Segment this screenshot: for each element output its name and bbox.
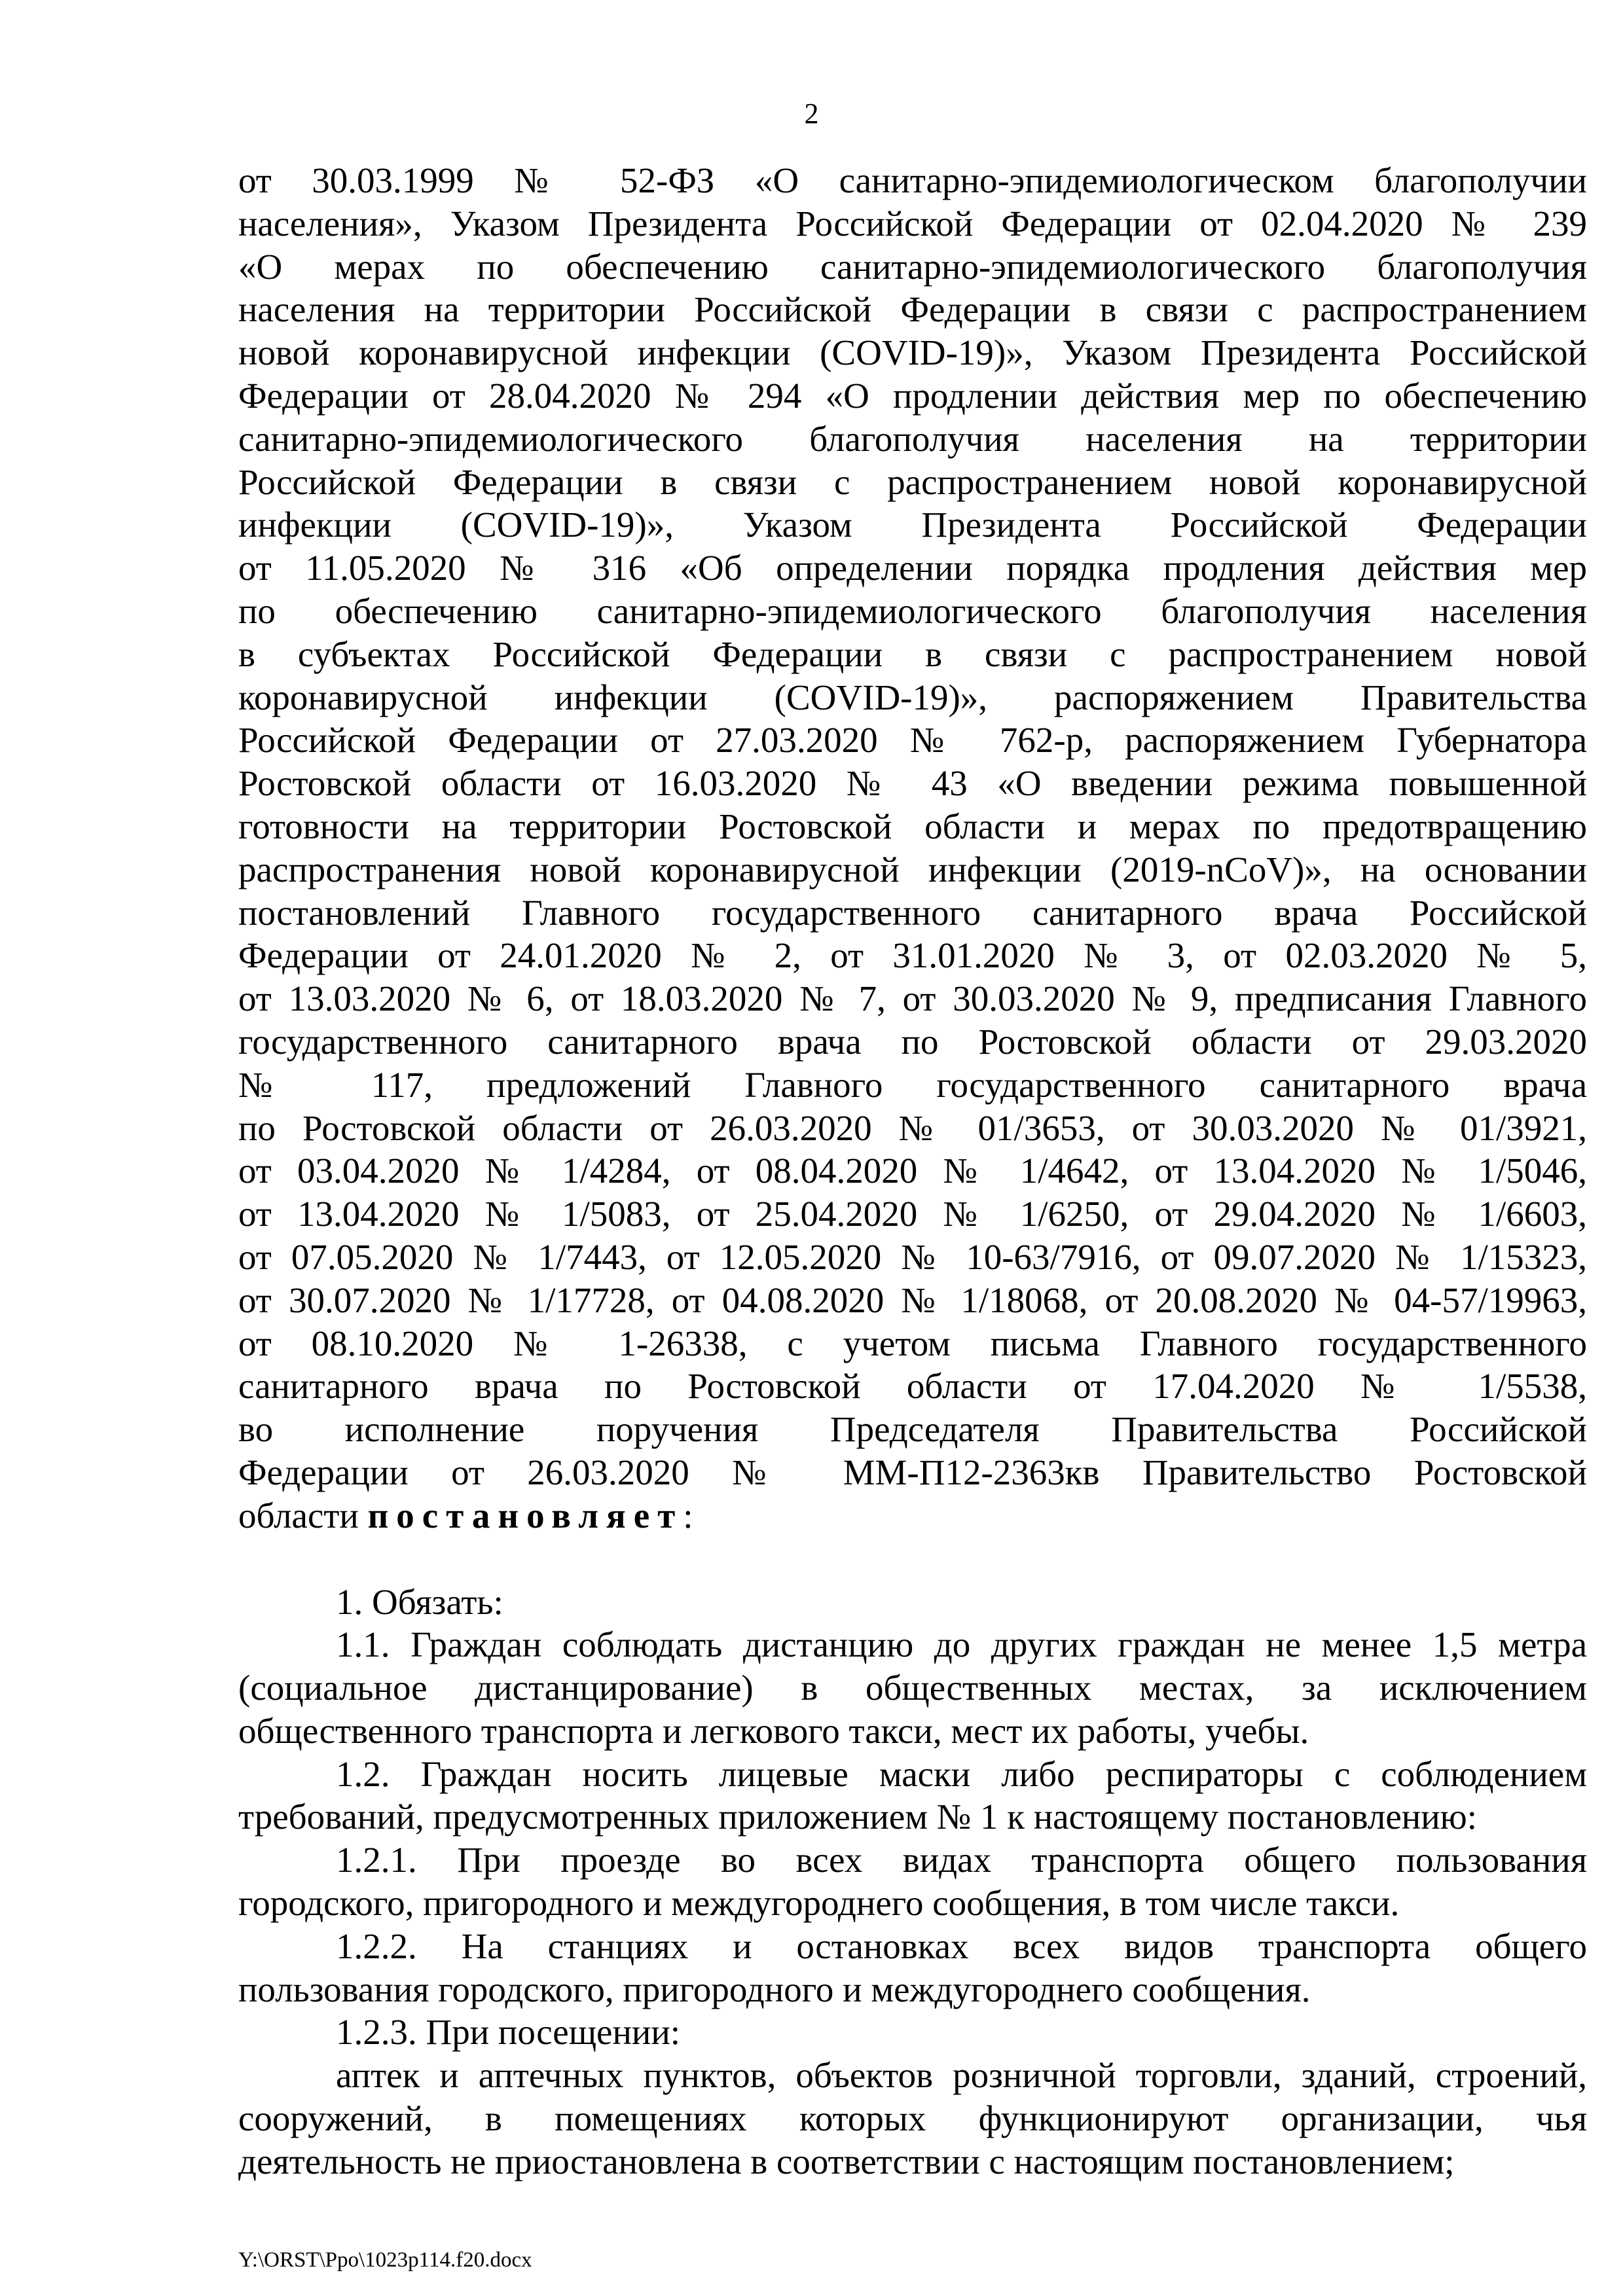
clause-line: городского, пригородного и междугороднего сообщения, в том числе такси. bbox=[238, 1883, 1400, 1924]
preamble-line: готовности на территории Ростовской области и мерах по предотвращению bbox=[238, 806, 1587, 846]
preamble-line: постановлений Главного государственного санитарного врача Российской bbox=[238, 892, 1587, 933]
clause-paragraph bbox=[238, 2011, 1587, 2054]
preamble-line: населения», Указом Президента Российской Федерации от 02.04.2020 № 239 bbox=[238, 203, 1587, 243]
clause-line: пользования городского, пригородного и междугороднего сообщения. bbox=[238, 1969, 1311, 2009]
preamble-line: государственного санитарного врача по Ростовской области от 29.03.2020 bbox=[238, 1021, 1587, 1062]
preamble-line: по Ростовской области от 26.03.2020 № 01/3653, от 30.03.2020 № 01/3921, bbox=[238, 1107, 1587, 1148]
preamble-line: от 11.05.2020 № 316 «Об определении порядка продления действия мер bbox=[238, 548, 1587, 588]
preamble-line: во исполнение поручения Председателя Правительства Российской bbox=[238, 1409, 1587, 1450]
preamble-line: санитарного врача по Ростовской области от 17.04.2020 № 1/5538, bbox=[238, 1366, 1587, 1407]
preamble-line: распространения новой коронавирусной инфекции (2019-nCoV)», на основании bbox=[238, 849, 1587, 889]
resolve-emphasis: постановляет bbox=[367, 1495, 684, 1535]
preamble-line: от 08.10.2020 № 1-26338, с учетом письма Главного государственного bbox=[238, 1323, 1587, 1363]
preamble-line: Ростовской области от 16.03.2020 № 43 «О введении режима повышенной bbox=[238, 763, 1587, 804]
paragraph-gap bbox=[238, 1537, 1587, 1581]
preamble-line: в субъектах Российской Федерации в связи с распространением новой bbox=[238, 634, 1587, 674]
preamble-line: Российской Федерации от 27.03.2020 № 762-р, распоряжением Губернатора bbox=[238, 720, 1587, 761]
clause-line: сооружений, в помещениях которых функционируют организации, чья bbox=[238, 2098, 1587, 2139]
clause-line: (социальное дистанцирование) в общественных местах, за исключением bbox=[238, 1668, 1587, 1708]
preamble-line: от 13.04.2020 № 1/5083, от 25.04.2020 № 1/6250, от 29.04.2020 № 1/6603, bbox=[238, 1194, 1587, 1234]
clause-paragraph bbox=[238, 1581, 1587, 1624]
preamble-line: № 117, предложений Главного государственного санитарного врача bbox=[238, 1064, 1587, 1105]
document-body bbox=[238, 159, 1587, 2183]
preamble-line: населения на территории Российской Федерации в связи с распространением bbox=[238, 289, 1587, 330]
resolve-suffix: : bbox=[683, 1495, 693, 1535]
preamble-line: Федерации от 24.01.2020 № 2, от 31.01.2020 № 3, от 02.03.2020 № 5, bbox=[238, 935, 1587, 976]
clauses-list bbox=[238, 1581, 1587, 2183]
preamble-line: от 07.05.2020 № 1/7443, от 12.05.2020 № 10-63/7916, от 09.07.2020 № 1/15323, bbox=[238, 1236, 1587, 1277]
clause-line: 1.1. Граждан соблюдать дистанцию до других граждан не менее 1,5 метра bbox=[336, 1624, 1587, 1665]
clause-paragraph bbox=[238, 2054, 1587, 2183]
preamble-line: инфекции (COVID-19)», Указом Президента Российской Федерации bbox=[238, 505, 1587, 545]
clause-paragraph bbox=[238, 1623, 1587, 1752]
preamble-line: по обеспечению санитарно-эпидемиологического благополучия населения bbox=[238, 590, 1587, 631]
preamble-line: от 13.03.2020 № 6, от 18.03.2020 № 7, от 30.03.2020 № 9, предписания Главного bbox=[238, 978, 1587, 1019]
clause-line: 1.2. Граждан носить лицевые маски либо респираторы с соблюдением bbox=[336, 1753, 1587, 1794]
clause-line: 1.2.2. На станциях и остановках всех видов транспорта общего bbox=[336, 1926, 1587, 1966]
clause-line: деятельность не приостановлена в соответствии с настоящим постановлением; bbox=[238, 2141, 1455, 2181]
clause-line: общественного транспорта и легкового такси, мест их работы, учебы. bbox=[238, 1710, 1309, 1751]
page-number: 2 bbox=[804, 98, 819, 130]
resolve-prefix: области bbox=[238, 1495, 368, 1535]
clause-paragraph bbox=[238, 1925, 1587, 2011]
preamble-line: новой коронавирусной инфекции (COVID-19)», Указом Президента Российской bbox=[238, 332, 1587, 373]
preamble-line: коронавирусной инфекции (COVID-19)», распоряжением Правительства bbox=[238, 677, 1587, 717]
clause-line: 1. Обязать: bbox=[336, 1581, 503, 1622]
preamble-line: от 30.03.1999 № 52-ФЗ «О санитарно-эпидемиологическом благополучии bbox=[238, 160, 1587, 200]
preamble-line: от 30.07.2020 № 1/17728, от 04.08.2020 № 1/18068, от 20.08.2020 № 04-57/19963, bbox=[238, 1280, 1587, 1320]
preamble-line: «О мерах по обеспечению санитарно-эпидемиологического благополучия bbox=[238, 246, 1587, 287]
clause-line: аптек и аптечных пунктов, объектов розничной торговли, зданий, строений, bbox=[336, 2055, 1587, 2096]
clause-paragraph bbox=[238, 1753, 1587, 1839]
clause-line: 1.2.3. При посещении: bbox=[336, 2012, 681, 2053]
preamble-paragraph bbox=[238, 159, 1587, 1494]
preamble-line: Российской Федерации в связи с распространением новой коронавирусной bbox=[238, 461, 1587, 502]
preamble-line: от 03.04.2020 № 1/4284, от 08.04.2020 № 1/4642, от 13.04.2020 № 1/5046, bbox=[238, 1151, 1587, 1191]
clause-paragraph bbox=[238, 1839, 1587, 1925]
clause-line: 1.2.1. При проезде во всех видах транспорта общего пользования bbox=[336, 1840, 1587, 1880]
preamble-line: санитарно-эпидемиологического благополучия населения на территории bbox=[238, 418, 1587, 459]
preamble-line: Федерации от 26.03.2020 № ММ-П12-2363кв Правительство Ростовской bbox=[238, 1452, 1587, 1492]
clause-line: требований, предусмотренных приложением № 1 к настоящему постановлению: bbox=[238, 1797, 1477, 1837]
preamble-line: Федерации от 28.04.2020 № 294 «О продлении действия мер по обеспечению bbox=[238, 375, 1587, 416]
resolve-line bbox=[238, 1494, 1587, 1537]
file-path-footer: Y:\ORST\Ppo\1023p114.f20.docx bbox=[238, 2248, 532, 2272]
